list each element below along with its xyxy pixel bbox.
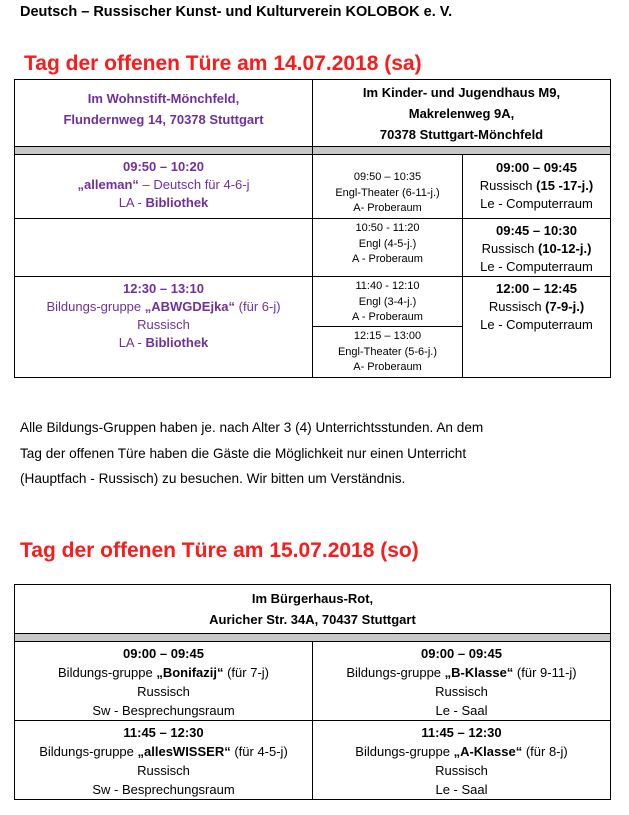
info-paragraph: Alle Bildungs-Gruppen haben je. nach Alter 3 (4) Unterrichtsstunden. An dem Tag der offenen Türe haben die Gäste die Möglichkeit nur einen Unterricht (Hauptfach - Russisch) zu besuchen. Wir bitten um Verständnis. <box>20 420 484 486</box>
location-right: Im Kinder- und Jugendhaus M9, Makrelenweg 9A, 70378 Stuttgart-Mönchfeld <box>362 85 561 142</box>
session-engl-4: 12:15 – 13:00 Engl-Theater (5-6-j.) A- Proberaum <box>337 330 438 373</box>
org-title: Deutsch – Russischer Kunst- und Kulturverein KOLOBOK e. V. <box>20 4 453 20</box>
session-russisch-3: 12:00 – 12:45 Russisch (7-9-j.) Le - Computerraum <box>480 281 593 332</box>
day2-title: Tag der offenen Türe am 15.07.2018 (so) <box>20 539 419 562</box>
location-left: Im Wohnstift-Mönchfeld, Flundernweg 14, 70378 Stuttgart <box>63 91 264 127</box>
location-rot: Im Bürgerhaus-Rot, Auricher Str. 34A, 70437 Stuttgart <box>209 591 416 627</box>
session-b-klasse: 09:00 – 09:45 Bildungs-gruppe „B-Klasse“ (für 9-11-j) Russisch Le - Saal <box>346 646 577 718</box>
session-engl-3: 11:40 - 12:10 Engl (3-4-j.) A - Proberaum <box>352 280 423 323</box>
session-russisch-1: 09:00 – 09:45 Russisch (15 -17-j.) Le - Computerraum <box>479 160 594 211</box>
session-abwgdejka: 12:30 – 13:10 Bildungs-gruppe „ABWGDEjka“ (für 6-j) Russisch LA - Bibliothek <box>46 281 281 350</box>
session-engl-2: 10:50 - 11:20 Engl (4-5-j.) A - Proberaum <box>352 222 423 265</box>
session-engl-1: 09:50 – 10:35 Engl-Theater (6-11-j.) A- Proberaum <box>335 171 440 214</box>
session-a-klasse: 11:45 – 12:30 Bildungs-gruppe „A-Klasse“ (für 8-j) Russisch Le - Saal <box>355 725 568 797</box>
session-alleswisser: 11:45 – 12:30 Bildungs-gruppe „allesWISSER“ (für 4-5-j) Russisch Sw - Besprechungsraum <box>39 725 288 797</box>
day1-title: Tag der offenen Türe am 14.07.2018 (sa) <box>24 52 422 75</box>
session-alleman: 09:50 – 10:20 „alleman“ – Deutsch für 4-6-j LA - Bibliothek <box>77 159 250 210</box>
session-bonifazij: 09:00 – 09:45 Bildungs-gruppe „Bonifazij“ (für 7-j) Russisch Sw - Besprechungsraum <box>58 646 269 718</box>
session-russisch-2: 09:45 – 10:30 Russisch (10-12-j.) Le - Computerraum <box>480 223 593 274</box>
